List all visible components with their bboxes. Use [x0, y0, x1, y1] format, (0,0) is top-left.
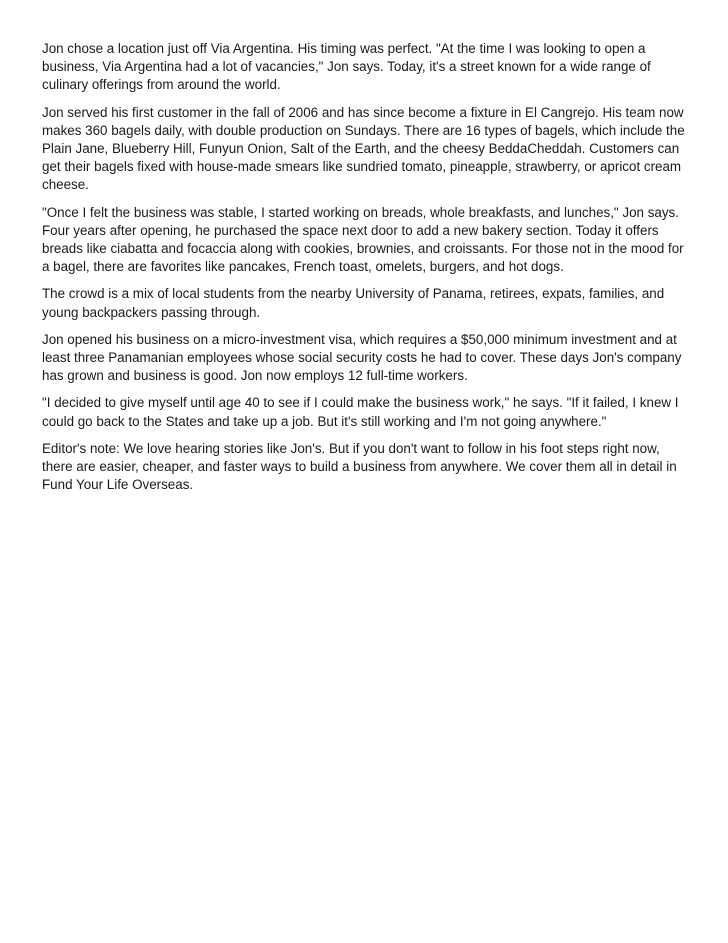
- paragraph-quote: "I decided to give myself until age 40 to see if I could make the business work," he says. "If it failed, I knew I could go back to the States and take up a job. But it's still working and I'm not going anywhere.": [42, 395, 679, 429]
- paragraph-first-customer: Jon served his first customer in the fall of 2006 and has since become a fixture in El Cangrejo. His team now makes 360 bagels daily, with double production on Sundays. There are 16 types of bagels, which include the Plain Jane, Blueberry Hill, Funyun Onion, Salt of the Earth, and the cheesy BeddaCheddah. Customers can get their bagels fixed with house-made smears like sundried tomato, pineapple, strawberry, or apricot cream cheese.: [42, 104, 685, 193]
- paragraph-crowd: The crowd is a mix of local students from the nearby University of Panama, retirees, expats, families, and young backpackers passing through.: [42, 286, 665, 320]
- document-page: [42, 40, 690, 503]
- paragraph-location: Jon chose a location just off Via Argentina. His timing was perfect. "At the time I was looking to open a business, Via Argentina had a lot of vacancies," Jon says. Today, it's a street known for a wide range of culinary offerings from around the world.: [42, 41, 651, 93]
- paragraph-editors-note: Editor's note: We love hearing stories like Jon's. But if you don't want to follow in his foot steps right now, there are easier, cheaper, and faster ways to build a business from anywhere. We cover them all in detail in Fund Your Life Overseas.: [42, 440, 677, 493]
- paragraph-visa: Jon opened his business on a micro-investment visa, which requires a $50,000 minimum investment and at least three Panamanian employees whose social security costs he had to cover. These days Jon's company has grown and business is good. Jon now employs 12 full-time workers.: [42, 331, 682, 384]
- paragraph-bakery-expansion: "Once I felt the business was stable, I started working on breads, whole breakfasts, and lunches," Jon says. Four years after opening, he purchased the space next door to add a new bakery section. Today it offers breads like ciabatta and focaccia along with cookies, brownies, and croissants. For those not in the mood for a bagel, there are favorites like pancakes, French toast, omelets, burgers, and hot dogs.: [42, 204, 684, 275]
